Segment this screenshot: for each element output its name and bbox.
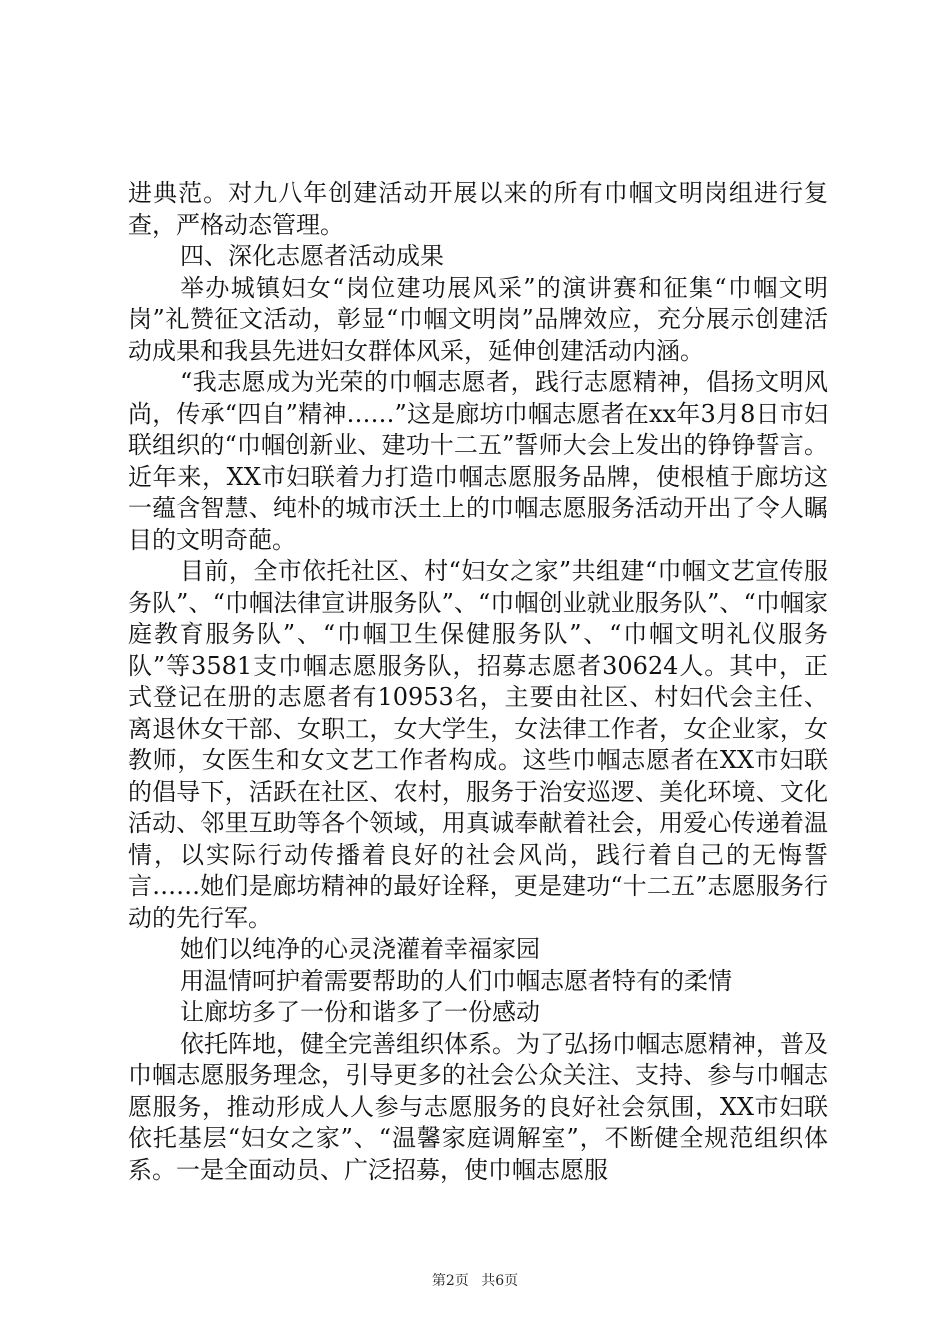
verse-line: 用温情呵护着需要帮助的人们巾帼志愿者特有的柔情 <box>180 966 732 995</box>
document-body <box>128 178 828 1186</box>
section-heading: 四、深化志愿者活动成果 <box>180 242 444 270</box>
paragraph: 目前，全市依托社区、村“妇女之家”共组建“巾帼文艺宣传服务队”、“巾帼法律宣讲服务队”、“巾帼创业就业服务队”、“巾帼家庭教育服务队”、“巾帼卫生保健服务队”、“巾帼文明礼仪服务队”等3581支巾帼志愿服务队，招募志愿者30624人。其中，正式登记在册的志愿者有10953名，主要由社区、村妇代会主任、离退休女干部、女职工，女大学生，女法律工作者，女企业家，女教师，女医生和女文艺工作者构成。这些巾帼志愿者在XX市妇联的倡导下，活跃在社区、农村，服务于治安巡逻、美化环境、文化活动、邻里互助等各个领域，用真诚奉献着社会，用爱心传递着温情，以实际行动传播着良好的社会风尚，践行着自己的无悔誓言……她们是廊坊精神的最好诠释，更是建功“十二五”志愿服务行动的先行军。 <box>128 557 828 932</box>
verse-line: 她们以纯净的心灵浇灌着幸福家园 <box>180 935 540 963</box>
paragraph: “我志愿成为光荣的巾帼志愿者，践行志愿精神，倡扬文明风尚，传承“四自”精神……”这是廊坊巾帼志愿者在xx年3月8日市妇联组织的“巾帼创新业、建功十二五”誓师大会上发出的铮铮誓言。近年来，XX市妇联着力打造巾帼志愿服务品牌，使根植于廊坊这一蕴含智慧、纯朴的城市沃土上的巾帼志愿服务活动开出了令人瞩目的文明奇葩。 <box>128 368 828 554</box>
page-number: 第2页 <box>431 1273 469 1289</box>
verse-line: 让廊坊多了一份和谐多了一份感动 <box>180 998 540 1026</box>
paragraph: 举办城镇妇女“岗位建功展风采”的演讲赛和征集“巾帼文明岗”礼赞征文活动，彰显“巾帼文明岗”品牌效应，充分展示创建活动成果和我县先进妇女群体风采，延伸创建活动内涵。 <box>128 273 828 365</box>
page-footer <box>0 1270 950 1290</box>
paragraph: 依托阵地，健全完善组织体系。为了弘扬巾帼志愿精神，普及巾帼志愿服务理念，引导更多的社会公众关注、支持、参与巾帼志愿服务，推动形成人人参与志愿服务的良好社会氛围，XX市妇联依托基层“妇女之家”、“温馨家庭调解室”，不断健全规范组织体系。一是全面动员、广泛招募，使巾帼志愿服 <box>128 1029 828 1184</box>
paragraph: 进典范。对九八年创建活动开展以来的所有巾帼文明岗组进行复查，严格动态管理。 <box>128 179 828 239</box>
page-total: 共6页 <box>481 1273 519 1289</box>
